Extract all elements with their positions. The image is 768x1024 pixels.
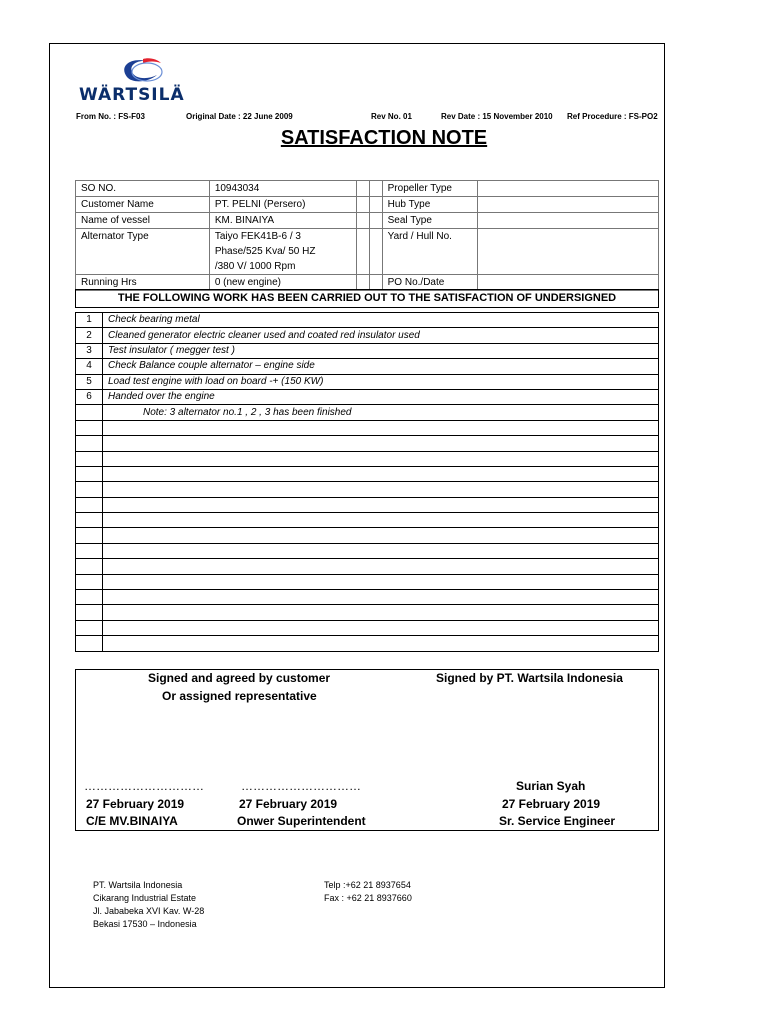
signer-role: C/E MV.BINAIYA [86,814,178,828]
work-item-description [103,466,659,481]
work-item-number [76,482,103,497]
work-row [76,405,659,420]
work-item-description [103,497,659,512]
signature-date: 27 February 2019 [86,797,185,811]
work-item-description [103,451,659,466]
revision-date: Rev Date : 15 November 2010 [441,112,553,121]
info-value [477,197,658,213]
info-label: Customer Name [76,197,210,213]
work-item-number [76,620,103,635]
work-item-number: 1 [76,313,103,328]
footer-telephone: Telp :+62 21 8937654 [324,880,411,890]
info-label: Seal Type [382,213,477,229]
info-label: PO No./Date [382,275,477,291]
footer-address-line: Cikarang Industrial Estate [93,893,197,903]
wartsila-logo [77,55,197,107]
work-item-description: Cleaned generator electric cleaner used and coated red insulator used [103,328,659,343]
work-item-description [103,574,659,589]
info-value [477,229,658,275]
signature-line: ………………………… [84,779,204,793]
work-row [76,528,659,543]
wartsila-signature-heading: Signed by PT. Wartsila Indonesia [436,671,623,685]
customer-signature-heading: Signed and agreed by customer [148,671,331,685]
footer-fax: Fax : +62 21 8937660 [324,893,412,903]
logo-swoosh-icon [77,55,197,89]
info-value: 0 (new engine) [209,275,356,291]
info-label: Hub Type [382,197,477,213]
info-value: KM. BINAIYA [209,213,356,229]
work-row [76,574,659,589]
work-item-number [76,559,103,574]
work-item-description [103,543,659,558]
work-table [75,312,659,652]
work-row [76,328,659,343]
work-item-number: 6 [76,389,103,404]
work-item-number [76,405,103,420]
work-item-description [103,590,659,605]
work-banner: THE FOLLOWING WORK HAS BEEN CARRIED OUT TO THE SATISFACTION OF UNDERSIGNED [75,289,659,308]
work-row [76,389,659,404]
work-row [76,451,659,466]
footer-address [93,879,204,931]
work-item-number [76,451,103,466]
work-item-description [103,620,659,635]
work-item-description [103,605,659,620]
work-item-description: Check bearing metal [103,313,659,328]
info-label: SO NO. [76,181,210,197]
info-row [76,197,659,213]
work-item-description [103,528,659,543]
work-item-number: 3 [76,343,103,358]
work-row [76,436,659,451]
info-label: Name of vessel [76,213,210,229]
work-row [76,313,659,328]
work-item-number [76,466,103,481]
work-item-description [103,513,659,528]
work-item-number: 5 [76,374,103,389]
alternator-line: /380 V/ 1000 Rpm [214,261,296,272]
info-value [477,181,658,197]
info-value [477,213,658,229]
work-item-description: Note: 3 alternator no.1 , 2 , 3 has been finished [103,405,659,420]
work-item-number [76,420,103,435]
work-item-description [103,559,659,574]
signer-role: Onwer Superintendent [237,814,366,828]
work-row [76,343,659,358]
work-item-description: Load test engine with load on board -+ (150 KW) [103,374,659,389]
document-title: SATISFACTION NOTE [280,127,488,149]
info-row [76,181,659,197]
work-item-number [76,528,103,543]
work-row [76,636,659,651]
revision-number: Rev No. 01 [371,112,412,121]
work-item-description [103,420,659,435]
work-row [76,374,659,389]
work-item-description [103,482,659,497]
info-table [75,180,659,291]
work-row [76,420,659,435]
work-item-number: 2 [76,328,103,343]
work-item-description: Check Balance couple alternator – engine side [103,359,659,374]
logo-wordmark: WÄRTSILÄ [79,85,185,105]
original-date: Original Date : 22 June 2009 [186,112,293,121]
alternator-line: Phase/525 Kva/ 50 HZ [214,246,316,257]
info-label: Propeller Type [382,181,477,197]
work-row [76,605,659,620]
work-row [76,482,659,497]
work-row [76,559,659,574]
work-item-description: Handed over the engine [103,389,659,404]
work-item-number [76,590,103,605]
work-item-description: Test insulator ( megger test ) [103,343,659,358]
work-row [76,359,659,374]
work-row [76,590,659,605]
customer-signature-subheading: Or assigned representative [162,689,317,703]
work-row [76,543,659,558]
signature-date: 27 February 2019 [502,797,601,811]
work-item-description [103,436,659,451]
info-label: Running Hrs [76,275,210,291]
signature-line: ………………………… [241,779,361,793]
work-item-number [76,636,103,651]
work-row [76,513,659,528]
work-item-number [76,605,103,620]
signature-date: 27 February 2019 [239,797,338,811]
info-row [76,229,659,275]
info-row [76,213,659,229]
work-item-number: 4 [76,359,103,374]
footer-contact [324,879,412,905]
engineer-name: Surian Syah [516,779,586,793]
footer-address-line: Jl. Jababeka XVI Kav. W-28 [93,906,205,916]
form-number: From No. : FS-F03 [76,112,145,121]
info-value: 10943034 [209,181,356,197]
signer-role: Sr. Service Engineer [499,814,616,828]
work-item-number [76,513,103,528]
info-value: PT. PELNI (Persero) [209,197,356,213]
footer-company: PT. Wartsila Indonesia [93,880,183,890]
info-value [209,229,356,275]
info-label: Alternator Type [76,229,210,275]
info-label: Yard / Hull No. [382,229,477,275]
ref-procedure: Ref Procedure : FS-PO2 [567,112,658,121]
work-item-description [103,636,659,651]
work-item-number [76,543,103,558]
work-row [76,466,659,481]
footer-address-line: Bekasi 17530 – Indonesia [93,919,197,929]
work-item-number [76,436,103,451]
work-item-number [76,497,103,512]
work-item-number [76,574,103,589]
work-row [76,497,659,512]
alternator-line: Taiyo FEK41B-6 / 3 [214,231,301,242]
work-row [76,620,659,635]
